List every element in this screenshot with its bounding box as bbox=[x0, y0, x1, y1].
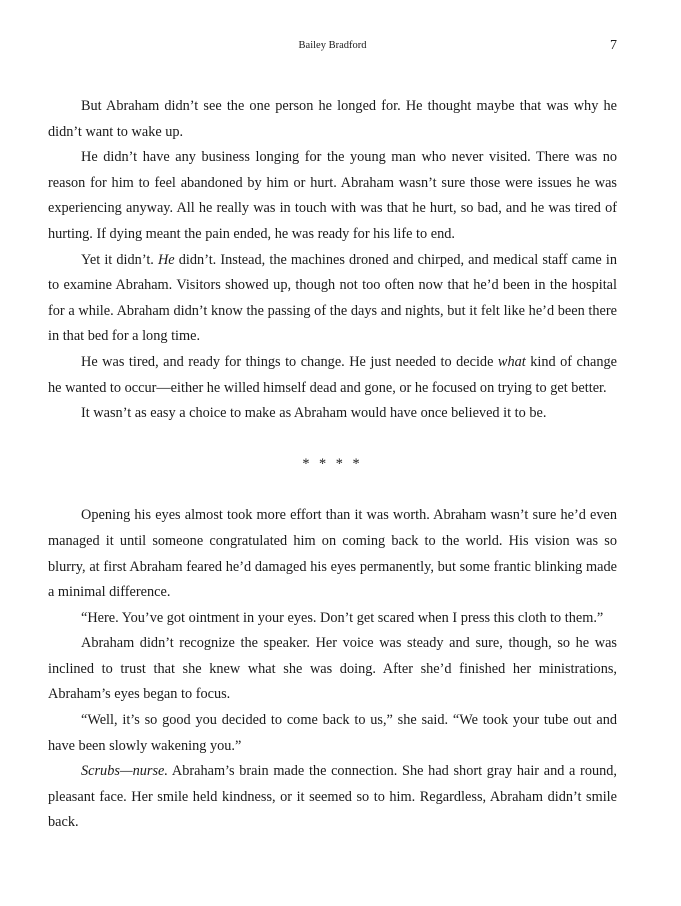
paragraph-4-text-a: He was tired, and ready for things to change. He just needed to decide bbox=[81, 353, 498, 370]
page-number: 7 bbox=[610, 38, 617, 53]
paragraph-2: He didn’t have any business longing for the young man who never visited. There was no reason for him to feel abandoned by him or hurt. Abraham wasn’t sure those were issues he was experiencing anyway. All he really was in touch with was that he hurt, so bad, and he was tired of hurting. If dying meant the pain ended, he was ready for his life to end. bbox=[48, 149, 617, 242]
paragraph-4-text-b: kind of change he wanted to occur—either he willed himself dead and gone, or he focused on trying to get better. bbox=[48, 353, 617, 396]
header-author: Bailey Bradford bbox=[298, 40, 367, 51]
paragraph-4 bbox=[48, 350, 617, 401]
paragraph-9: “Well, it’s so good you decided to come back to us,” she said. “We took your tube out and have been slowly wakening you.” bbox=[48, 712, 617, 754]
paragraph-5: It wasn’t as easy a choice to make as Abraham would have once believed it to be. bbox=[81, 405, 547, 422]
paragraph-10-emphasis: Scrubs—nurse. bbox=[81, 763, 168, 780]
paragraph-10-text-b: Abraham’s brain made the connection. She had short gray hair and a round, pleasant face. Her smile held kindness, or it seemed so to him. Regardless, Abraham didn’t smile back. bbox=[48, 763, 617, 831]
paragraph-4-emphasis: what bbox=[497, 353, 526, 370]
scene-break: * * * * bbox=[302, 455, 363, 472]
paragraph-6: Opening his eyes almost took more effort than it was worth. Abraham wasn’t sure he’d even managed it until someone congratulated him on coming back to the world. His vision was so blurry, at first Abraham feared he’d damaged his eyes permanently, but some frantic blinking made a minimal difference. bbox=[48, 507, 617, 601]
paragraph-3-emphasis: He bbox=[157, 251, 175, 268]
paragraph-3-text-a: Yet it didn’t. bbox=[81, 251, 158, 268]
paragraph-10 bbox=[48, 759, 617, 836]
paragraph-3 bbox=[48, 248, 617, 350]
paragraph-3-text-b: didn’t. Instead, the machines droned and chirped, and medical staff came in to examine Abraham. Visitors showed up, though not too often now that he’d been in the hospital for a while. Abraham didn’t know the passing of the days and nights, but it felt like he’d been there in that bed for a long time. bbox=[48, 251, 617, 345]
chapter-body bbox=[48, 94, 617, 836]
paragraph-8: Abraham didn’t recognize the speaker. Her voice was steady and sure, though, so he was inclined to trust that she knew what she was doing. After she’d finished her ministrations, Abraham’s eyes began to focus. bbox=[48, 635, 617, 703]
running-header bbox=[48, 38, 617, 56]
paragraph-7: “Here. You’ve got ointment in your eyes. Don’t get scared when I press this cloth to them.” bbox=[81, 609, 604, 626]
paragraph-1: But Abraham didn’t see the one person he longed for. He thought maybe that was why he didn’t want to wake up. bbox=[48, 98, 617, 140]
